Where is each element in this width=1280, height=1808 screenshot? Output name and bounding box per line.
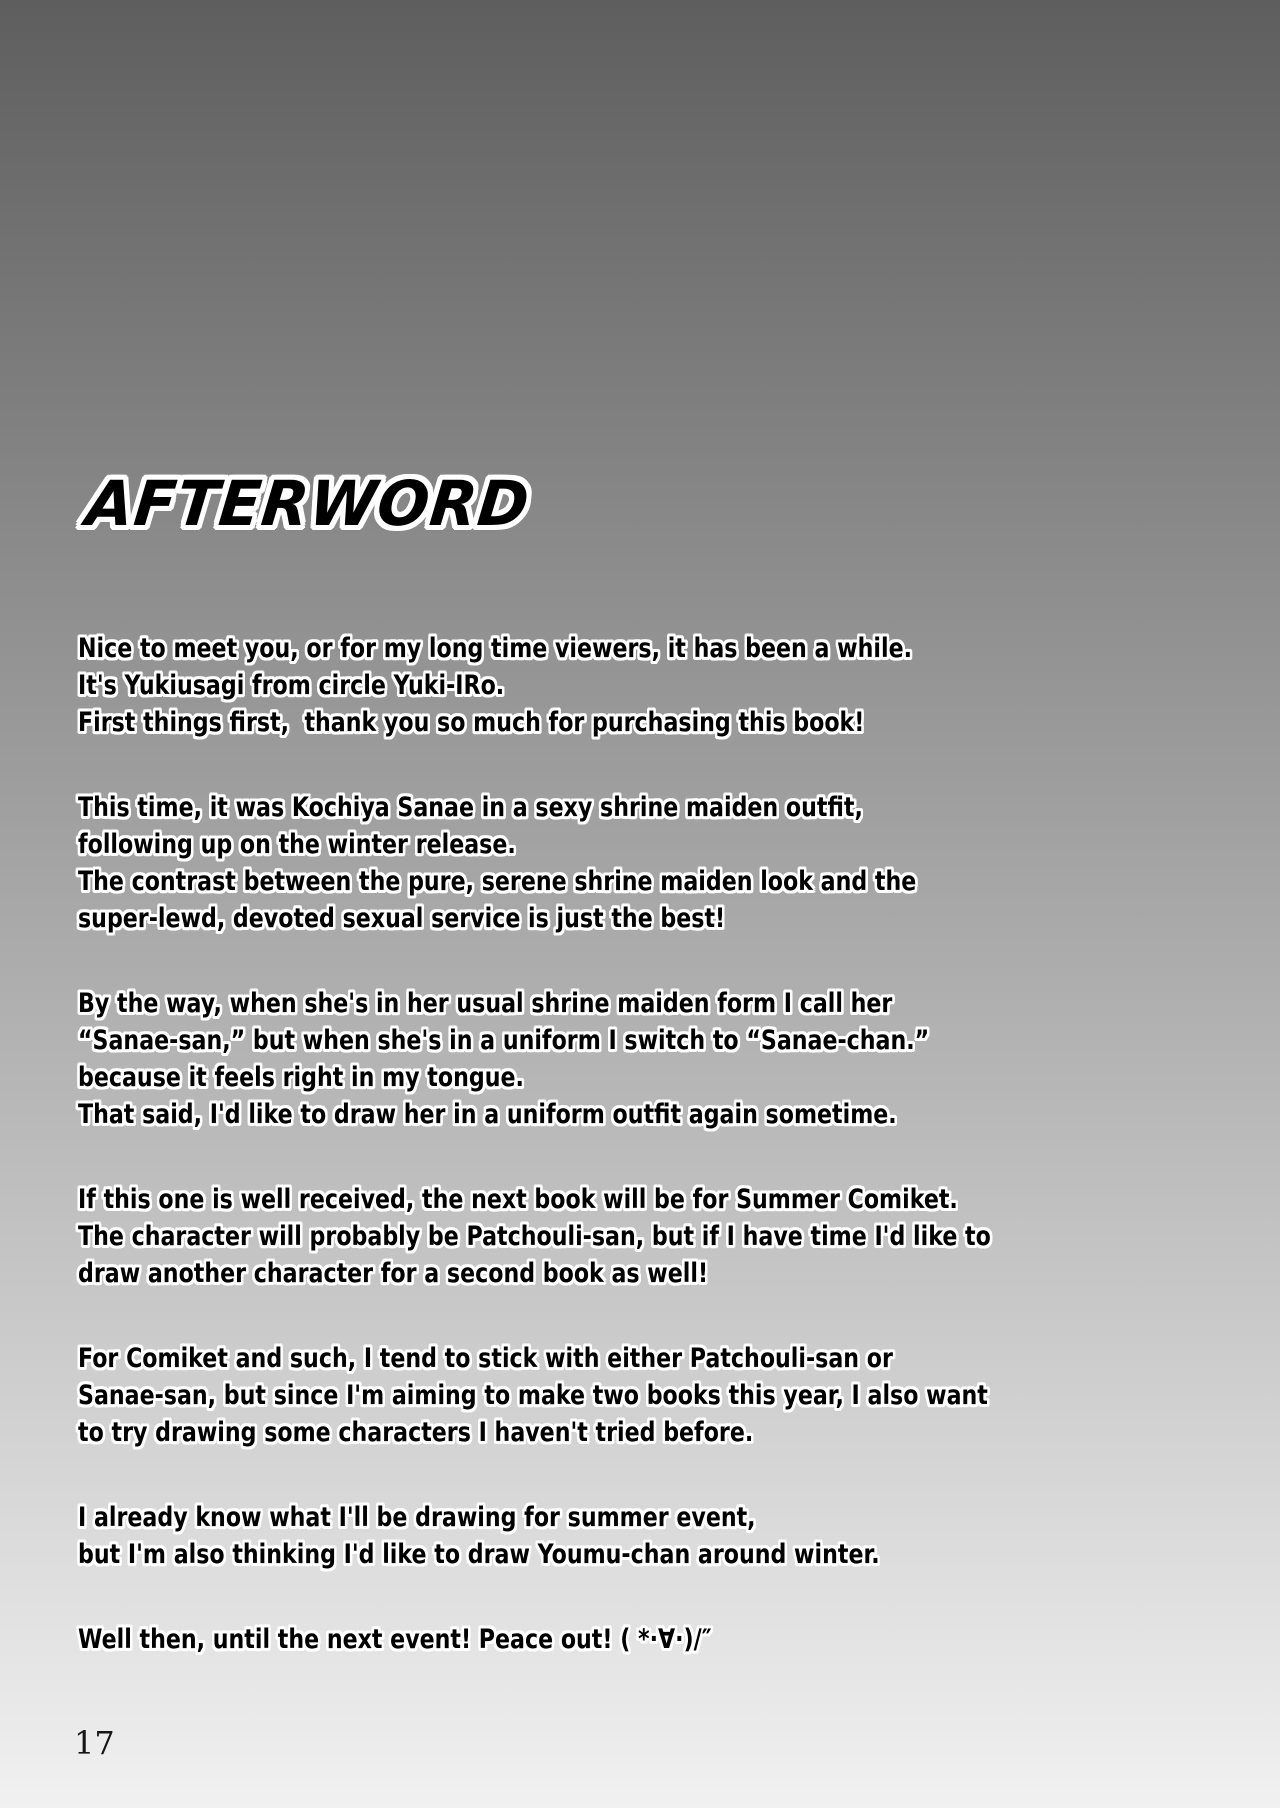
- text-line: but I'm also thinking I'd like to draw Youmu-chan around winter.: [78, 1539, 880, 1570]
- afterword-body: [78, 630, 1177, 1706]
- text-line: The character will probably be Patchouli-san, but if I have time I'd like to: [78, 1221, 991, 1252]
- text-line: By the way, when she's in her usual shrine maiden form I call her: [78, 988, 893, 1019]
- text-line: because it feels right in my tongue.: [78, 1062, 524, 1093]
- afterword-title: AFTERWORD: [82, 467, 534, 540]
- text-line: to try drawing some characters I haven't tried before.: [78, 1417, 754, 1448]
- text-line: The contrast between the pure, serene shrine maiden look and the: [78, 866, 917, 897]
- text-line: Well then, until the next event! Peace out! ( *·∀·)∕″: [78, 1624, 712, 1655]
- text-line: draw another character for a second book as well!: [78, 1258, 709, 1289]
- text-line: First things first, thank you so much for purchasing this book!: [78, 707, 865, 738]
- text-line: That said, I'd like to draw her in a uniform outfit again sometime.: [78, 1099, 897, 1130]
- text-line: Sanae-san, but since I'm aiming to make two books this year, I also want: [78, 1380, 988, 1411]
- text-line: super-lewd, devoted sexual service is just the best!: [78, 903, 726, 934]
- afterword-paragraph: [78, 630, 1177, 741]
- text-line: If this one is well received, the next book will be for Summer Comiket.: [78, 1184, 958, 1215]
- text-line: I already know what I'll be drawing for summer event,: [78, 1502, 756, 1533]
- afterword-paragraph: [78, 985, 1177, 1133]
- text-line: Nice to meet you, or for my long time viewers, it has been a while.: [78, 633, 912, 664]
- page-number: 17: [74, 1724, 115, 1762]
- text-line: It's Yukiusagi from circle Yuki-IRo.: [78, 670, 505, 701]
- text-line: For Comiket and such, I tend to stick with either Patchouli-san or: [78, 1343, 893, 1374]
- text-line: This time, it was Kochiya Sanae in a sexy shrine maiden outfit,: [78, 792, 863, 823]
- text-line: “Sanae-san,” but when she's in a uniform I switch to “Sanae-chan.”: [78, 1025, 930, 1056]
- afterword-paragraph: [78, 789, 1177, 937]
- afterword-paragraph: [78, 1340, 1177, 1451]
- text-line: following up on the winter release.: [78, 829, 516, 860]
- afterword-paragraph: [78, 1621, 1177, 1658]
- afterword-paragraph: [78, 1181, 1177, 1292]
- afterword-paragraph: [78, 1499, 1177, 1573]
